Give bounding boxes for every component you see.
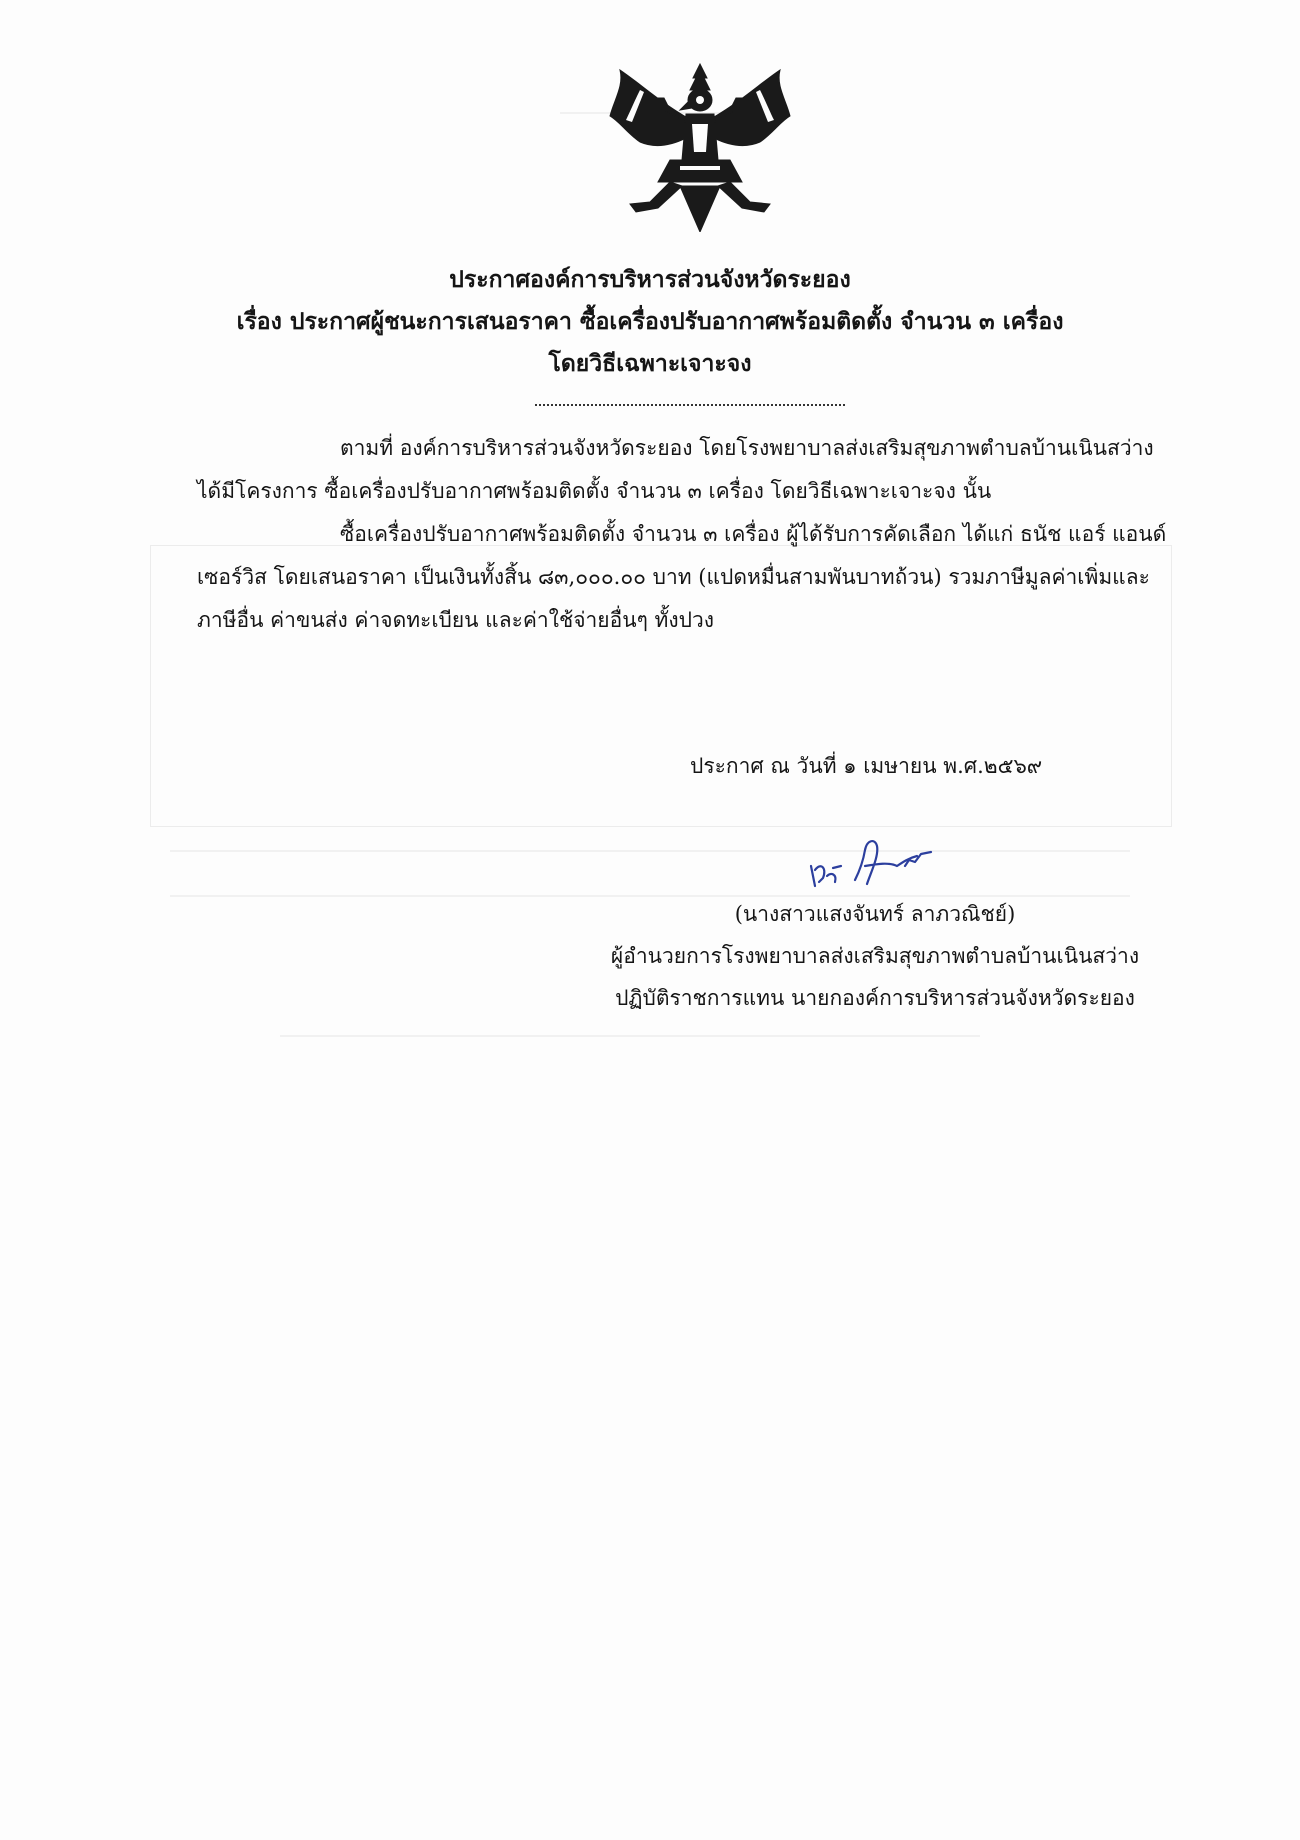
paragraph1-line1: ตามที่ องค์การบริหารส่วนจังหวัดระยอง โดยโรงพยาบาลส่งเสริมสุขภาพตำบลบ้านเนินสว่าง (340, 436, 1154, 460)
bleed-through-line (170, 895, 1130, 897)
bleed-through-line (280, 1035, 980, 1037)
bleed-through-line (170, 850, 1130, 852)
announcement-subject: เรื่อง ประกาศผู้ชนะการเสนอราคา ซื้อเครื่องปรับอากาศพร้อมติดตั้ง จำนวน ๓ เครื่อง (236, 308, 1064, 335)
paragraph2-line2: เซอร์วิส โดยเสนอราคา เป็นเงินทั้งสิ้น ๘๓,๐๐๐.๐๐ บาท (แปดหมื่นสามพันบาทถ้วน) รวมภาษีมูลค่าเพิ่มและ (197, 565, 1150, 589)
paragraph2-line1: ซื้อเครื่องปรับอากาศพร้อมติดตั้ง จำนวน ๓ เครื่อง ผู้ได้รับการคัดเลือก ได้แก่ ธนัช แอร์ แอนด์ (340, 522, 1167, 546)
announcement-title: ประกาศองค์การบริหารส่วนจังหวัดระยอง (449, 266, 851, 293)
announcement-method: โดยวิธีเฉพาะเจาะจง (548, 350, 752, 377)
signatory-position: ผู้อำนวยการโรงพยาบาลส่งเสริมสุขภาพตำบลบ้านเนินสว่าง (610, 944, 1140, 968)
garuda-emblem-icon (600, 62, 800, 232)
separator-dotted-line (535, 404, 845, 406)
paragraph1-line2: ได้มีโครงการ ซื้อเครื่องปรับอากาศพร้อมติดตั้ง จำนวน ๓ เครื่อง โดยวิธีเฉพาะเจาะจง นั้น (197, 479, 992, 503)
signatory-name: (นางสาวแสงจันทร์ ลาภวณิชย์) (734, 902, 1016, 926)
signatory-acting-for: ปฏิบัติราชการแทน นายกองค์การบริหารส่วนจังหวัดระยอง (615, 986, 1135, 1010)
announcement-date: ประกาศ ณ วันที่ ๑ เมษายน พ.ศ.๒๕๖๙ (690, 754, 1043, 778)
handwritten-signature-icon (805, 832, 945, 894)
paragraph2-line3: ภาษีอื่น ค่าขนส่ง ค่าจดทะเบียน และค่าใช้จ่ายอื่นๆ ทั้งปวง (197, 608, 714, 632)
